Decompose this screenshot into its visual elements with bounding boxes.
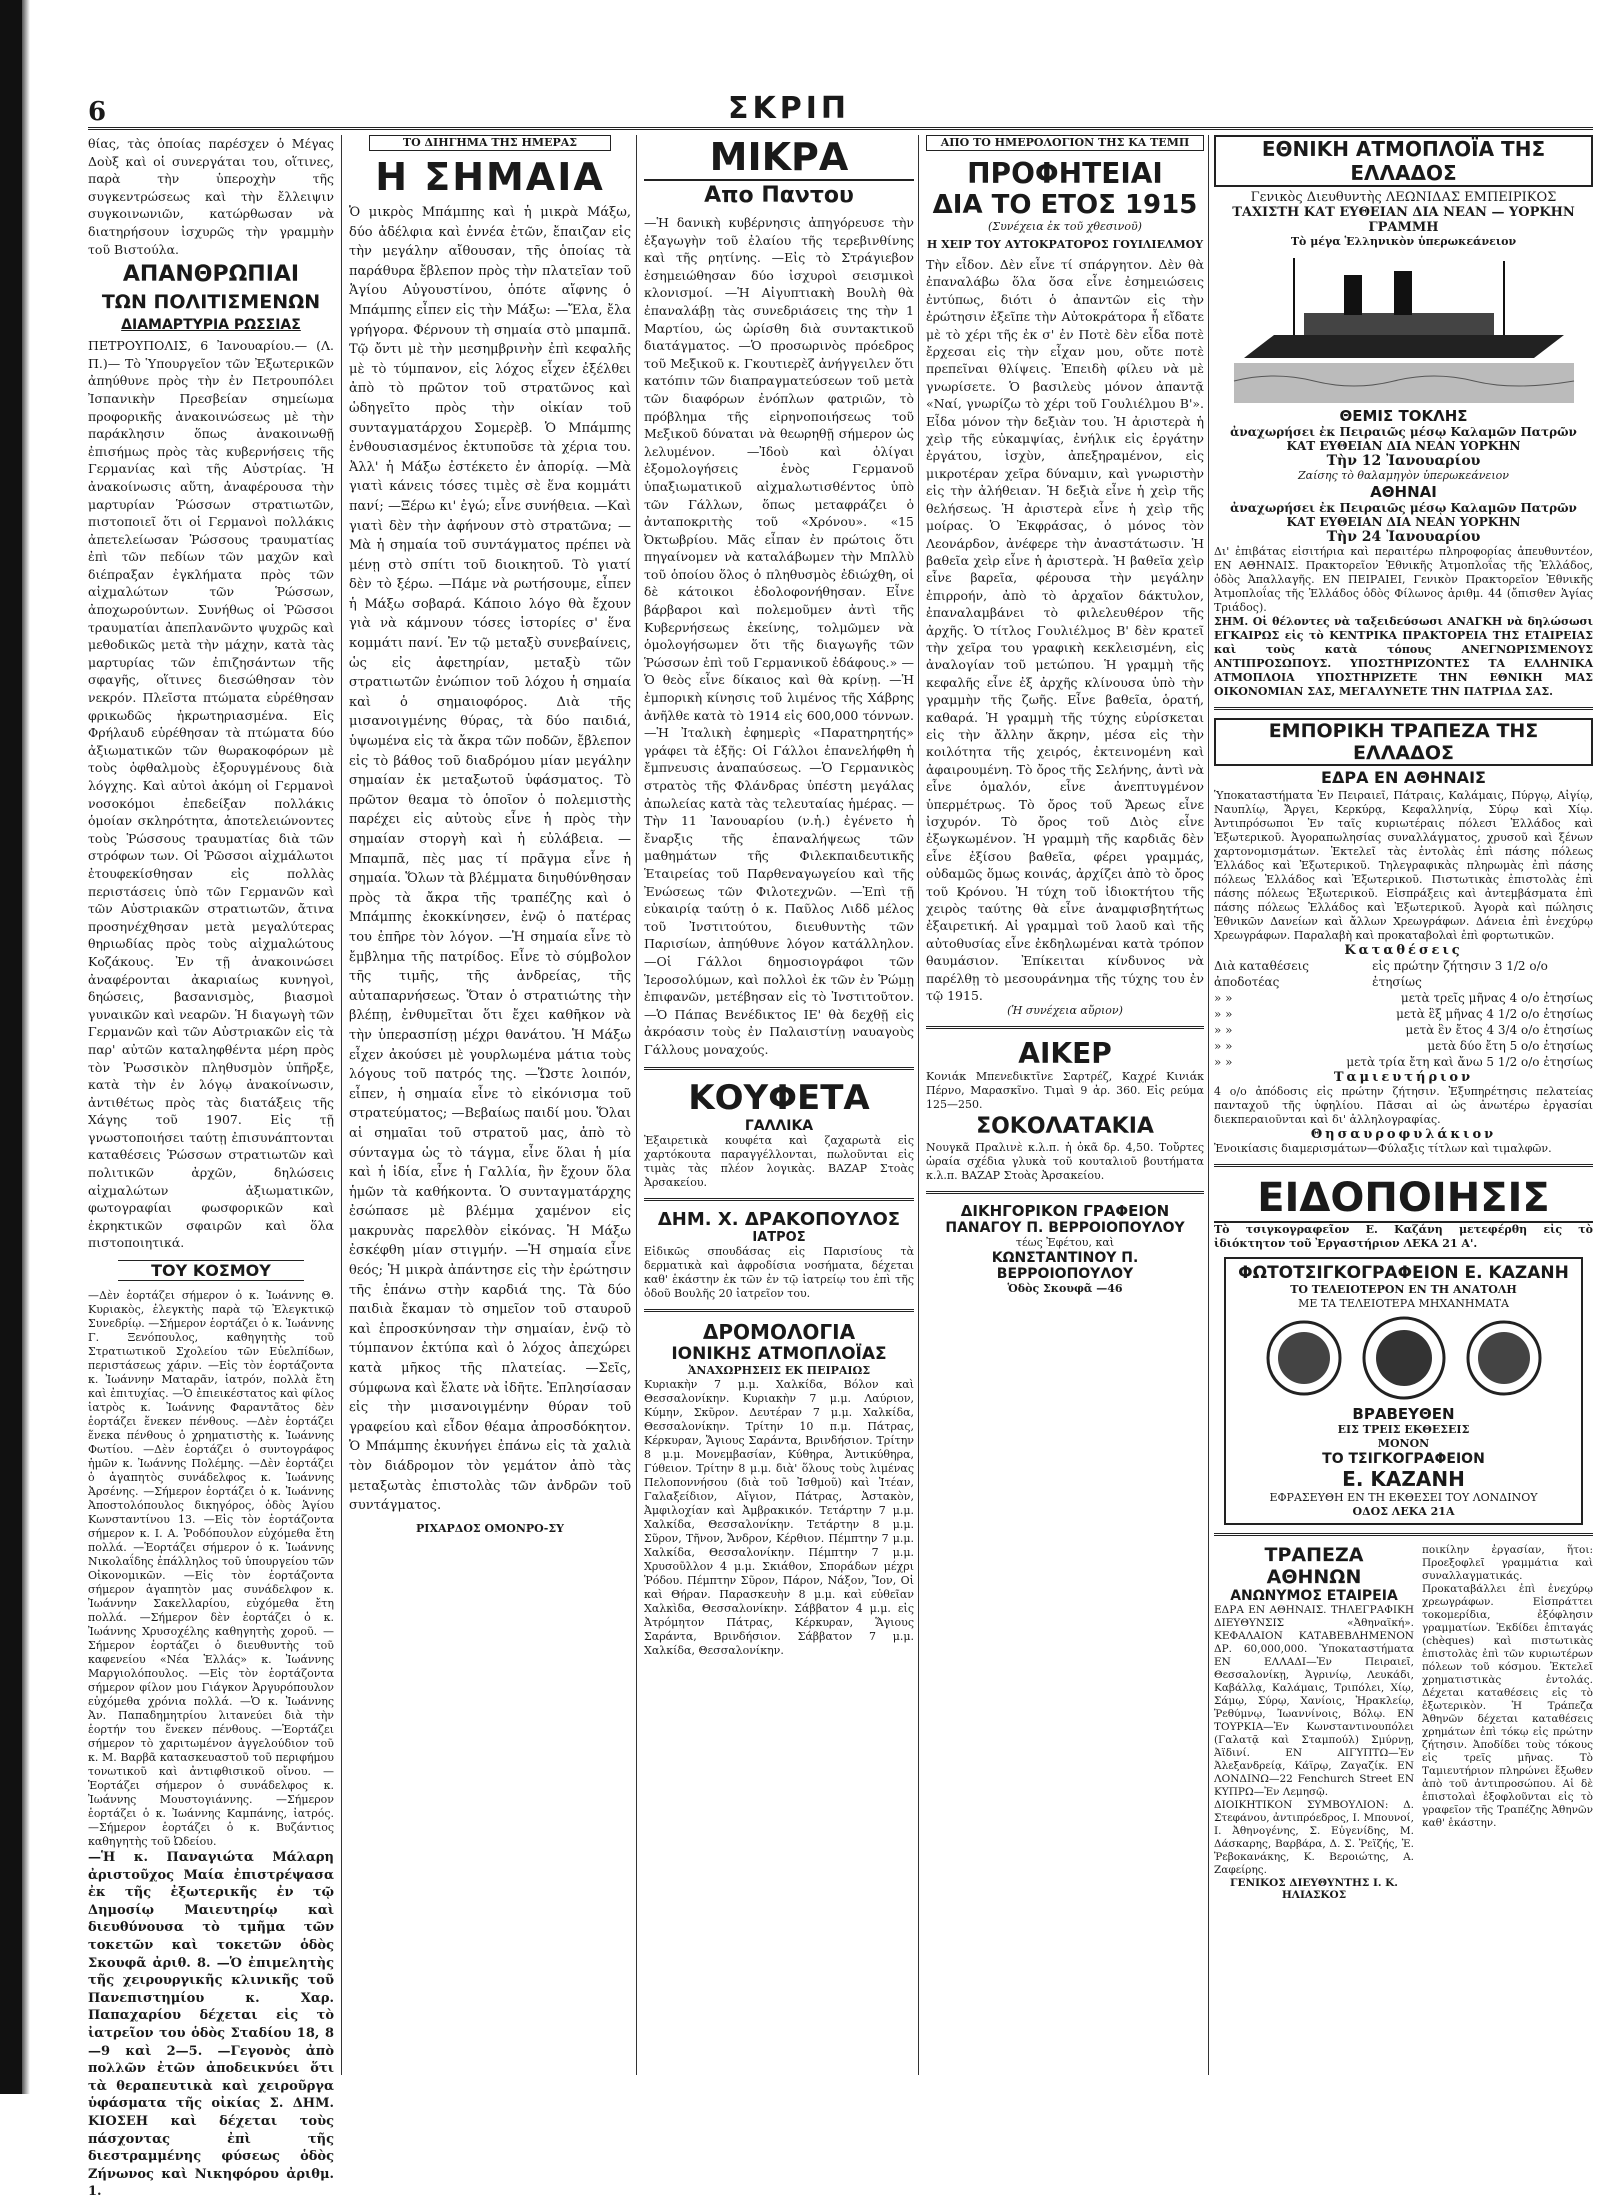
savings-text: 4 ο/ο ἀπόδοσις εἰς πρώτην ζήτησιν. Ἐξυπηρέτησις πελατείας πανταχοῦ τῆς ὑφηλίου. Πᾶσαι αἱ ὡς ἀνωτέρω ἐργασίαι διεκπεραιοῦνται καὶ δι' ἀλληλογραφίας. [1214, 1085, 1593, 1126]
shipping-title: ΕΘΝΙΚΗ ΑΤΜΟΠΛΟΪΑ ΤΗΣ ΕΛΛΑΔΟΣ [1214, 135, 1593, 187]
aiker-text: Κονιάκ Μπενεδικτῖνε Σαρτρέζ, Καχρέ Κινιάκ Πέρνο, Μαρασκῖνο. Τιμαὶ 9 ἀρ. 360. Εἰς ρεύμα 125—250. [926, 1070, 1204, 1112]
athens-bank-title: ΤΡΑΠΕΖΑ ΑΘΗΝΩΝ [1264, 1544, 1364, 1588]
routes-subtitle: ΙΟΝΙΚΗΣ ΑΤΜΟΠΛΟΪΑΣ [671, 1343, 887, 1364]
society-notes: —Δὲν ἑορτάζει σήμερον ὁ κ. Ἰωάννης Θ. Κυριακὸς, ἐλεγκτὴς παρὰ τῷ Ἐλεγκτικῷ Συνεδρίῳ. —Σήμερον ἑορτάζει ὁ κ. Ἰωάννης Γ. Ξενόπουλος, καθηγητὴς τοῦ Στρατιωτικοῦ Σχολείου τῶν Εὐελπίδων, περιστάσεως χάριν. —Εἰς τὸν ἑορτάζοντα κ. Ἰωάννην Ματαρᾶν, ἰατρόν, πολλὰ ἔτη καὶ ἐπιτυχίας. —Ὁ ἐπιεικέστατος καὶ φίλος ἰατρὸς κ. Ἰωάννης Φαραντᾶτος δὲν ἑορτάζει ἕνεκεν πένθους. —Δὲν ἑορτάζει ἕνεκα πένθους ὁ χρηματιστὴς κ. Ἰωάννης Φωτίου. —Δὲν ἑορτάζει ὁ συντογράφος ἡμῶν κ. Ἰωάννης Πολέμης. —Δὲν ἑορτάζει ὁ ἀγαπητὸς συνάδελφος κ. Ἰωάννης Ἀρσένης. —Σήμερον ἑορτάζει ὁ κ. Ἰωάννης Ἀποστολόπουλος δικηγόρος, ὁδὸς Ἁγίου Κωνσταντίνου 13. —Εἰς τὸν ἑορτάζοντα σήμερον κ. Ι. Α. Ῥοδόπουλον εὐχόμεθα ἔτη πολλά. —Ἑορτάζει σήμερον ὁ κ. Ἰωάννης Νικολαΐδης ἐπάλληλος τοῦ ὑπουργείου τῶν Οἰκονομικῶν. —Εἰς τὸν ἑορτάζοντα σήμερον ἀγαπητὸν μας συνάδελφον κ. Ἰωάννην Σακελλαρίου, εὐχόμεθα ἔτη πολλά. —Σήμερον δὲν ἑορτάζει ὁ κ. Ἰωάννης Χρυσοχέλης καθηγητὴς χοροῦ. —Σήμερον ἑορτάζει ὁ διευθυντὴς τοῦ καφενείου «Νέα Ἑλλάς» κ. Ἰωάννης Μαργιολόπουλος. —Εἰς τὸν ἑορτάζοντα σήμερον φίλον μου Γιάγκον Ἀργυρόπουλον εὐχόμεθα χρόνια πολλά. —Ὁ κ. Ἰωάννης Ἀν. Παπαδημητρίου λιτανεύει διὰ τὴν ἑορτήν του ἕνεκεν πένθους. —Ἑορτάζει σήμερον τὸ χαριτωμένον ἀγγελούδιον τοῦ κ. Μ. Βαρβᾶ κατασκευαστοῦ τοῦ περιφήμου τονωτικοῦ καὶ ἀντιφθισικοῦ οἴνου. —Ἑορτάζει σήμερον ὁ συνάδελφος κ. Ἰωάννης Μουστογιάννης. —Σήμερον ἑορτάζει ὁ κ. Ἰωάννης Καμπάνης, ἰατρός. —Σήμερον ἑορτάζει ὁ κ. Βυζάντιος καθηγητὴς τοῦ Ὠδείου. [88, 1289, 334, 1849]
deposit-label: » » [1214, 991, 1233, 1005]
koufeta-text: Ἐξαιρετικὰ κουφέτα καὶ ζαχαρωτὰ εἰς χαρτόκουτα παραγγέλλονται, πωλοῦνται εἰς τιμὰς τὰς πλέον λογικὰς. ΒΑΖΑΡ Στοὰς Ἀρσακείου. [644, 1133, 914, 1189]
notice-text: Τὸ τσιγκογραφεῖον Ε. Καζάνη μετεφέρθη εἰς τὸ ἰδιόκτητον τοῦ Ἐργαστήριον ΛΕΚΑ 21 Α'. [1214, 1223, 1593, 1250]
deposit-label: » » [1214, 1039, 1233, 1053]
deposit-label: » » [1214, 1055, 1233, 1069]
mikra-title: ΜΙΚΡΑ [644, 135, 914, 181]
law-office-name-1: ΠΑΝΑΓΟΥ Π. ΒΕΡΡΟΙΟΠΟΥΛΟΥ [945, 1220, 1185, 1237]
photo-engraving-ad [1224, 1257, 1583, 1525]
shipping-liner: Τὸ μέγα Ἑλληνικὸν ὑπερωκεάνειον [1290, 235, 1517, 248]
law-office-address: Ὁδὸς Σκουφᾶ —46 [1007, 1282, 1123, 1296]
section-tou-kosmou: ΤΟΥ ΚΟΣΜΟΥ [118, 1260, 304, 1281]
prophecies-year: ΔΙΑ ΤΟ ΕΤΟΣ 1915 [932, 190, 1198, 220]
photo-ad-tsig: ΤΟ ΤΣΙΓΚΟΓΡΑΦΕΙΟΝ [1322, 1451, 1485, 1467]
newspaper-page [88, 91, 1593, 2200]
column-5 [1214, 135, 1593, 2075]
athens-bank-gm: ΓΕΝΙΚΟΣ ΔΙΕΥΘΥΝΤΗΣ Ι. Κ. ΗΛΙΑΣΚΟΣ [1230, 1877, 1398, 1901]
koufeta-title: ΚΟΥΦΕΤΑ [688, 1077, 870, 1118]
law-office-role: τέως Ἐφέτου, καὶ [1015, 1236, 1115, 1250]
page-header [88, 91, 1593, 130]
column-3 [644, 135, 914, 2075]
deposit-row [1214, 1038, 1593, 1054]
photo-ad-title: ΦΩΤΟΤΣΙΓΚΟΓΡΑΦΕΙΟΝ Ε. ΚΑΖΑΝΗ [1238, 1263, 1569, 1283]
athens-bank-sub: ΑΝΩΝΥΜΟΣ ΕΤΑΙΡΕΙΑ [1230, 1588, 1398, 1604]
photo-ad-exhibitions: ΕΙΣ ΤΡΕΙΣ ΕΚΘΕΣΕΙΣ [1337, 1423, 1470, 1436]
masthead: ΣΚΡΙΠ [728, 91, 850, 126]
photo-ad-address: ΟΔΟΣ ΛΕΚΑ 21Α [1352, 1505, 1455, 1518]
photo-ad-name: Ε. ΚΑΖΑΝΗ [1342, 1467, 1465, 1491]
deposit-row [1214, 958, 1593, 990]
ship-note: Ζαίσης τὸ θαλαμηγὸν ὑπερωκεάνειον [1298, 469, 1509, 482]
scan-shadow-gradient [22, 0, 30, 2094]
bold-notice: —Ἡ κ. Παναγιώτα Μάλαρη ἀριστοῦχος Μαία ἐπιστρέψασα ἐκ τῆς ἐξωτερικῆς ἐν τῷ Δημοσίῳ Μαιευτηρίῳ καὶ διευθύνουσα τὸ τμῆμα τῶν τοκετῶν καὶ τοκετῶν ὁδὸς Σκουφᾶ ἀριθ. 8. —Ὁ ἐπιμελητὴς τῆς χειρουργικῆς κλινικῆς τοῦ Πανεπιστημίου κ. Χαρ. Παπαχαρίου δέχεται εἰς τὸ ἰατρεῖον του ὁδὸς Σταδίου 18, 8—9 καὶ 2—5. —Γεγονὸς ἀπὸ πολλῶν ἐτῶν ἀποδεικνύει ὅτι τὰ θεραπευτικὰ καὶ χειροῦργα ὑφάσματα τῆς οἰκίας Σ. ΔΗΜ. ΚΙΟΣΕΗ καὶ δέχεται τοὺς πάσχοντας ἐπὶ τῆς διεστραμμένης φύσεως ὁδὸς Ζήνωνος καὶ Νικηφόρου ἀριθμ. 1. [88, 1850, 334, 2200]
doctor-title: ΙΑΤΡΟΣ [752, 1229, 806, 1245]
story-kicker: ΤΟ ΔΙΗΓΗΜΑ ΤΗΣ ΗΜΕΡΑΣ [369, 135, 611, 151]
deposit-rate: μετὰ ἓν ἔτος 4 3/4 ο/ο ἐτησίως [1405, 1023, 1593, 1037]
routes-title: ΔΡΟΜΟΛΟΓΙΑ [702, 1319, 856, 1344]
shipping-line: ΤΑΧΙΣΤΗ ΚΑΤ ΕΥΘΕΙΑΝ ΔΙΑ ΝΕΑΝ — ΥΟΡΚΗΝ ΓΡΑΜΜΗ [1232, 205, 1575, 235]
headline-politismenon: ΤΩΝ ΠΟΛΙΤΙΣΜΕΝΩΝ [101, 291, 321, 314]
column-4 [926, 135, 1204, 2075]
deposit-label: Διὰ καταθέσεις ἀποδοτέας [1214, 959, 1309, 989]
ship-date-2: Τὴν 24 Ἰανουαρίου [1326, 529, 1481, 545]
safes-heading: Θησαυροφυλάκιον [1310, 1127, 1497, 1142]
mikra-body: —Ἡ δανικὴ κυβέρνησις ἀπηγόρευσε τὴν ἐξαγωγὴν τοῦ ἐλαίου τῆς τερεβινθίνης καὶ τῆς ρητίνης. —Εἰς τὸ Στράγιεβον ἐσημειώθησαν δύο ἰσχυροὶ σεισμικοὶ κλονισμοί. —Ἡ Αἰγυπτιακὴ Βουλὴ θὰ ἐπαναλάβῃ τὰς συνεδριάσεις της τὴν 1 Μαρτίου, ὡς ὡρίσθη διὰ συντακτικοῦ διατάγματος. —Ὁ προσωρινὸς πρόεδρος τοῦ Μεξικοῦ κ. Γκουτιερὲζ ἀνήγγειλεν ὅτι κατόπιν τῶν διαπραγματεύσεων τοῦ μετὰ τῶν διαφόρων ἐνόπλων φατριῶν, τὸ πρόβλημα τῆς εἰρηνοποιήσεως τοῦ Μεξικοῦ δύναται νὰ θεωρηθῇ σήμερον ὡς λελυμένον. —Ἰδοὺ καὶ ὀλίγαι ἐξομολογήσεις ἑνὸς Γερμανοῦ ὑπαξιωματικοῦ αἰχμαλωτισθέντος ὑπὸ τῶν Γάλλων, ὅπως μεταφράζει ὁ ἀνταποκριτὴς τοῦ «Χρόνου». «15 Ὀκτωβρίου. Μᾶς εἶπαν ἐν πρώτοις ὅτι πηγαίνομεν νὰ καταλάβωμεν τὴν Μπλλὺ τοῦ ὁποίου ὅλος ὁ πληθυσμὸς ἐδιώχθη, οἱ δὲ κάτοικοι ἐδολοφονήθησαν. Εἶνε βάρβαροι καὶ πολεμοῦμεν ἀντὶ τῆς Κυβερνήσεως ἐκείνης, τολμῶμεν νὰ ὁμολογήσωμεν ὅτι τῆς διαγωγῆς τῶν Ῥώσσων ἐπὶ τοῦ Γερμανικοῦ ἐδάφους.» —Ὁ θεὸς εἶνε δίκαιος καὶ θὰ κρίνῃ. —Ἡ ἐμπορικὴ κίνησις τοῦ λιμένος τῆς Χάβρης ἀνῆλθε κατὰ τὸ 1914 εἰς 600,000 τόννων. —Ἡ Ἰταλικὴ ἐφημερὶς «Παρατηρητής» γράφει τὰ ἑξῆς: Οἱ Γάλλοι ἐπανελήφθη ἡ ἔμπνευσις ἀναπαύσεως. —Ὁ Γερμανικὸς στρατὸς τῆς Φλάνδρας ὑπέστη μεγάλας ἀπωλείας κατὰ τὰς τελευταίας ἡμέρας. —Τὴν 11 Ἰανουαρίου (ν.ἡ.) ἐγένετο ἡ ἔναρξις τῆς ἐπαναλήψεως τῶν μαθημάτων τῆς Φιλεκπαιδευτικῆς Ἑταιρείας τοῦ Παρθεναγωγείου καὶ τῆς Ἐνώσεως τῶν Φιλοτεχνῶν. —Ἐπὶ τῇ εὐκαιρίᾳ ταύτῃ ὁ κ. Παῦλος Λιδδ μέλος τοῦ Ἰνστιτούτου, διευθυντὴς τῶν Παρισίων, ἀπηύθυνε λόγον κατάλληλον. —Οἱ Γάλλοι δημοσιογράφοι τῶν Ἱεροσολύμων, καὶ πολλοὶ ἐκ τῶν ἐν Ῥώμῃ ἐπιφανῶν, μετέβησαν εἰς τὸ Ἰνστιτοῦτον. —Ὁ Πάπας Βενέδικτος ΙΕ' θὰ δεχθῇ εἰς ἀκρόασιν τοὺς ἐν Παλαιστίνῃ ναυαγοὺς Γάλλους μοναχούς. [644, 215, 914, 1057]
headline-apanthropiai: ΑΠΑΝΘΡΩΠΙΑΙ [122, 262, 300, 288]
law-office-name-2: ΚΩΝΣΤΑΝΤΙΝΟΥ Π. ΒΕΡΡΟΙΟΠΟΥΛΟΥ [991, 1250, 1139, 1283]
story-title: Η ΣΗΜΑΙΑ [375, 155, 605, 199]
story-author: ΡΙΧΑΡΔΟΣ ΟΜΟΝΡΟ-ΣΥ [416, 1521, 564, 1535]
mikra-subtitle: Απο Παντου [704, 183, 854, 208]
intro-paragraph: θίας, τὰς ὁποίας παρέσχεν ὁ Μέγας Δοὺξ καὶ οἱ συνεργάται του, οἵτινες, παρὰ τὴν ὑπεροχὴν τῆς συγκεντρώσεως καὶ τὴν ἔλλειψιν συγκοινωνιῶν, κατώρθωσαν νὰ διατηρήσουν ἰσχυρῶς τὴν γραμμὴν τοῦ Βιστούλα. [88, 136, 334, 257]
column-1 [88, 135, 334, 2200]
deposit-rate: εἰς πρώτην ζήτησιν 3 1/2 ο/ο ἐτησίως [1372, 959, 1548, 989]
prophecies-title: ΠΡΟΦΗΤΕΙΑΙ [967, 157, 1163, 190]
athens-bank-text: ΕΔΡΑ ΕΝ ΑΘΗΝΑΙΣ. ΤΗΛΕΓΡΑΦΙΚΗ ΔΙΕΥΘΥΝΣΙΣ «Ἀθηναϊκή». ΚΕΦΑΛΑΙΟΝ ΚΑΤΑΒΕΒΛΗΜΕΝΟΝ ΔΡ. 60,000,000. Ὑποκαταστήματα ΕΝ ΕΛΛΑΔΙ—Ἐν Πειραιεῖ, Θεσσαλονίκῃ, Ἀγρινίῳ, Λευκάδι, Καβάλλᾳ, Καλάμαις, Τριπόλει, Χίῳ, Σάμῳ, Σύρῳ, Χανίοις, Ἡρακλείῳ, Ῥεθύμνῳ, Ἰωαννίνοις, Βόλῳ. ΕΝ ΤΟΥΡΚΙΑ—Ἐν Κωνσταντινουπόλει (Γαλατᾷ καὶ Σταμπούλ) Σμύρνῃ, Ἀϊδινί. ΕΝ ΑΙΓΥΠΤΩ—Ἐν Ἀλεξανδρείᾳ, Κάϊρῳ, Ζαγαζίκ. ΕΝ ΛΟΝΔΙΝΩ—22 Fenchurch Street ΕΝ ΚΥΠΡΩ—Ἐν Λεμησῷ. [1214, 1604, 1414, 1798]
deposit-rate: μετὰ τρεῖς μῆνας 4 ο/ο ἐτησίως [1400, 991, 1593, 1005]
athens-bank-ad [1214, 1544, 1593, 1901]
deposit-rate: μετὰ τρία ἔτη καὶ ἄνω 5 1/2 ο/ο ἐτησίως [1346, 1055, 1593, 1069]
prophecies-body: Τὴν εἶδον. Δὲν εἶνε τί σπάργητον. Δὲν θὰ ἐπαναλάβω ὅλα ὅσα εἶνε ἐσημειώσεις ἐντύπως, διότι ὁ ἀπαντῶν εἰς τὴν ἐρώτησιν ἐξεῖπε τὴν Αὐτοκράτορα ἦ εἴδατε μὲ τὸ χέρι τῆς ἐκ σ' ἐν Ποτὲ δὲν εἶδα ποτὲ ἔρχεσαι εἰς τὴν εἶχαν μου, οὔτε ποτὲ πρεπεῖναι θλίψεις. Ἐπειδὴ φίλευ νὰ μὲ γνωρίσετε. Ὁ βασιλεὺς μόνον ἀπαντᾷ «Ναί, γνωρίζω τὸ χέρι τοῦ Γουλιέλμου Β'». Εἶδα μόνον τὴν δεξιὰν του. Ἡ ἀριστερὰ ἡ χεὶρ τῆς εὐκαμψίας, ἐνήλικ εἰς ἐργάτην ἐργάτου, ἰσχὺν, ἀπεξηραμένον, εἰς μικροτέραν χεῖρα δύναμιν, καὶ γνωριστὴν εἰς τὴν ἀλήθειαν. Ἡ δεξιὰ εἶνε ἡ χεὶρ τῆς θελήσεως. Ἡ ἀριστερὰ εἶνε ἡ χεὶρ τῆς μοίρας. Ὁ Ἐκφράσας, ὁ μόνος τὸν Λεονάρδον, ἀνέφερε τὴν ἀναστάτωσιν. Ἡ βαθεῖα χεὶρ εἶνε ἡ ἀριστερὰ. Ἡ βαθεῖα χεὶρ εἶνε βαρεῖα, φέρουσα τὴν μεγάλην ἐπιρροήν, ἀπὸ τὸ ἀρχαῖον δάκτυλον, ἐπαναλαμβάνει τὸ φιλελευθέρον τῆς ἀρχῆς. Ὁ τίτλος Γουλιέλμος Β' δὲν κρατεῖ τὴν χεῖρα του γραφικὴ κεκλεισμένη, εἰς ἀναλογίαν τοῦ μετώπου. Ἡ γραμμὴ τῆς κεφαλῆς εἶνε ἐξ ἀρχῆς κλίνουσα ὑπὸ τὴν γραμμὴν τῆς ζωῆς. Εἶνε βαθεῖα, ὁρατή, καθαρά. Ἡ γραμμὴ τῆς τύχης εὑρίσκεται εἰς τὴν ἄλλην ἄκρην, μέσα εἰς τὴν κοιλότητα τῆς χειρός, ἐκτεινομένη καὶ ἀφαιρουμένη. Τὸ ὄρος τῆς Σελήνης, ἀντὶ νὰ εἶνε ὁμαλόν, εἶνε ἀνεπτυγμένον ὑπερμέτρως. Τὸ ὄρος τοῦ Ἄρεως εἶνε ἰσχυρόν. Τὸ ὄρος τοῦ Διὸς εἶνε ἐξωγκωμένον. Ἡ γραμμὴ τῆς καρδιᾶς δὲν εἶνε ἐξίσου βαθεῖα, φέρει γραμμάς, οὐδαμῶς ὅμως κοινάς, ἀρχίζει ἀπὸ τὸ ὄρος τοῦ Κρόνου. Ἡ τύχη τοῦ ἰδιοκτήτου τῆς χειρὸς ταύτης θὰ εἶνε ἀναμφισβητήτως ἐξαιρετική. Αἱ γραμμαὶ τοῦ λαοῦ καὶ τῆς αὐτοθυσίας εἶνε ἐκδηλωμέναι κατὰ τρόπον θαυμάσιον. Ἐπίκειται κίνδυνος νὰ παρέλθῃ τὸ μεσουράνημα τῆς τύχης του ἐν τῷ 1915. [926, 257, 1204, 1004]
bank-title: ΕΜΠΟΡΙΚΗ ΤΡΑΠΕΖΑ ΤΗΣ ΕΛΛΑΔΟΣ [1214, 718, 1593, 766]
column-rule [918, 135, 919, 2075]
safes-text: Ἐνοικίασις διαμερισμάτων—Φύλαξις τίτλων καὶ τιμαλφῶν. [1214, 1142, 1552, 1155]
column-rule [341, 135, 342, 2075]
continued-tomorrow: (Ἡ συνέχεια αὔριον) [1007, 1004, 1123, 1018]
deposit-row [1214, 1054, 1593, 1070]
chocolate-text: Νουγκᾶ Πραλινὲ κ.λ.π. ἡ ὀκᾶ δρ. 4,50. Τοὔρτες ὡραία σχέδια γλυκὰ τοῦ κουταλιοῦ βουτήματα κ.λ.π. ΒΑΖΑΡ Στοὰς Ἀρσακείου. [926, 1141, 1204, 1183]
photo-ad-only: ΜΟΝΟΝ [1377, 1437, 1430, 1450]
photo-ad-machines: ΜΕ ΤΑ ΤΕΛΕΙΟΤΕΡΑ ΜΗΧΑΝΗΜΑΤΑ [1298, 1297, 1509, 1310]
routes-head: ἈΝΑΧΩΡΗΣΕΙΣ ΕΚ ΠΕΙΡΑΙΩΣ [687, 1363, 871, 1377]
photo-ad-subtitle: ΤΟ ΤΕΛΕΙΟΤΕΡΟΝ ΕΝ ΤΗ ΑΝΑΤΟΛΗ [1290, 1283, 1517, 1296]
ship-route-2: ἀναχωρήσει ἐκ Πειραιῶς μέσῳ Καλαμῶν Πατρῶν ΚΑΤ ΕΥΘΕΙΑΝ ΔΙΑ ΝΕΑΝ ΥΟΡΚΗΝ [1230, 501, 1577, 529]
deposit-row [1214, 990, 1593, 1006]
deposit-label: » » [1214, 1007, 1233, 1021]
medals-illustration [1254, 1313, 1554, 1403]
aiker-title: ΑΙΚΕΡ [1018, 1037, 1112, 1071]
ship-name-themistokles: ΘΕΜΙΣ ΤΟΚΛΗΣ [1339, 407, 1468, 425]
ship-route-1: ἀναχωρήσει ἐκ Πειραιῶς μέσῳ Καλαμῶν Πατρῶν ΚΑΤ ΕΥΘΕΙΑΝ ΔΙΑ ΝΕΑΝ ΥΟΡΚΗΝ [1230, 425, 1577, 453]
athens-bank-left [1214, 1544, 1414, 1901]
deposit-rate: μετὰ δύο ἔτη 5 ο/ο ἐτησίως [1427, 1039, 1593, 1053]
shipping-agents: Δι' ἐπιβάτας εἰσιτήρια καὶ περαιτέρω πληροφορίας ἀπευθυντέον, ΕΝ ΑΘΗΝΑΙΣ. Πρακτορεῖον Ἐθνικῆς Ἀτμοπλοΐας τῆς Ἑλλάδος, ὁδὸς Ἀπαλλαγῆς. ΕΝ ΠΕΙΡΑΙΕΙ, Γενικὸν Πρακτορεῖον Ἐθνικῆς Ἀτμοπλοΐας τῆς Ἑλλάδος ὁδὸς Φίλωνος ἀριθμ. 44 (ὄπισθεν Ἁγίας Τριάδος). [1214, 545, 1593, 614]
almanac-kicker: ΑΠΟ ΤΟ ΗΜΕΡΟΛΟΓΙΟΝ ΤΗΣ ΚΑ ΤΕΜΠ [926, 135, 1204, 151]
athens-bank-services: ποικίλην ἐργασίαν, ἥτοι: Προεξοφλεῖ γραμμάτια καὶ συναλλαγματικάς. Προκαταβάλλει ἐπὶ ἐνεχύρῳ χρεωγράφων. Εἰσπράττει τοκομερίδια, ἐξόφλησιν γραμματίων. Ἐκδίδει ἐπιταγάς (chèques) καὶ πιστωτικὰς ἐπιστολὰς ἐπὶ τῶν κυριωτέρων πόλεων τοῦ κόσμου. Ἐκτελεῖ χρηματιστικὰς ἐντολάς. Δέχεται καταθέσεις εἰς τὸ ἐξωτερικὸν. Ἡ Τράπεζα Ἀθηνῶν δέχεται καταθέσεις χρημάτων ἐπὶ τόκῳ εἰς πρώτην ζήτησιν. Ἀποδίδει τοὺς τόκους εἰς τρεῖς μῆνας. Τὸ Ταμιευτήριον πληρώνει ἔξωθεν ἀπὸ τοῦ ἀντιπροσώπου. Αἱ δὲ ἐπιστολαὶ ἐξοφλοῦνται εἰς τὸ γραφεῖον τῆς Τραπέζης Ἀθηνῶν καθ' ἑκάστην. [1422, 1544, 1593, 1829]
photo-ad-award: ΒΡΑΒΕΥΘΕΝ [1352, 1405, 1455, 1423]
bank-seat: ΕΔΡΑ ΕΝ ΑΘΗΝΑΙΣ [1321, 768, 1486, 787]
law-office-title: ΔΙΚΗΓΟΡΙΚΟΝ ΓΡΑΦΕΙΟΝ [960, 1202, 1170, 1221]
notice-title: ΕΙΔΟΠΟΙΗΣΙΣ [1214, 1175, 1593, 1223]
continued-label: (Συνέχεια ἐκ τοῦ χθεσινοῦ) [988, 220, 1142, 233]
doctor-text: Εἰδικῶς σπουδάσας εἰς Παρισίους τὰ δερματικὰ καὶ ἀφροδίσια νοσήματα, δέχεται καθ' ἑκάστην ἐκ τῶν ἐν τῷ ἰατρείῳ του ἐπὶ τῆς ὁδοῦ Βουλῆς 20 ἰατρεῖον του. [644, 1244, 914, 1300]
deposit-row [1214, 1006, 1593, 1022]
article-body: ΠΕΤΡΟΥΠΟΛΙΣ, 6 Ἰανουαρίου.— (Λ. Π.)— Τὸ Ὑπουργεῖον τῶν Ἐξωτερικῶν ἀπηύθυνε πρὸς τὴν ἐν Πετρουπόλει Ἰσπανικὴν Πρεσβείαν σημείωμα προφορικῆς ἀνακοινώσεως μὲ τὴν παράκλησιν ὅπως ἀνακοινωθῇ ἐπισήμως πρὸς τὰς κυβερνήσεις τῆς Γερμανίας καὶ τῆς Αὐστρίας. Ἡ ἀνακοίνωσις αὕτη, ἀναφέρουσα τὴν μαρτυρίαν Ῥώσσων στρατιωτῶν, πιστοποιεῖ ὅτι οἱ Γερμανοὶ πολλάκις ἀπετελείωσαν Ῥώσσους τραυματίας ἐπὶ τῶν πεδίων τῶν μαχῶν καὶ διέπραξαν ἐγκλήματα πρὸς τῶν αἰχμαλώτων τῶν Ῥώσσων, ἀποχωρούντων. Συνήθως οἱ Ῥῶσσοι τραυματίαι ἀπεπλανῶντο ψυχρῶς καὶ μεθοδικῶς μετὰ τὴν μάχην, κατὰ τὰς μαρτυρίας τῶν ἐπιζησάντων τῆς σφαγῆς, οἵτινες διεσώθησαν τὸν νεκρόν. Πλεῖστα πτώματα εὑρέθησαν φρικωδῶς ἠκρωτηριασμένα. Εἰς Φρήλαυδ εὑρέθησαν τὰ πτώματα δύο ἀξιωματικῶν τῶν θωρακοφόρων μὲ τοὺς ὀφθαλμοὺς ἐξορυγμένους διὰ λόγχης. Καὶ αὐτοὶ ἀκόμη οἱ Γερμανοὶ νοσοκόμοι ἐπεδείξαν πολλάκις ὁμοίαν σκληρότητα, ἀποτελειώνοντες τοὺς Ῥώσσους τραυματίας διὰ τῶν στρόφων των. Οἱ Ῥῶσσοι αἰχμάλωτοι ἐτουφεκίσθησαν εἰς πολλὰς περιστάσεις ὑπὸ τῶν Γερμανῶν καὶ τῶν Αὐστριακῶν στρατιωτῶν, ἄτινα προσηνέχθησαν μετὰ μεγαλύτερας θηριωδίας πρὸς τοὺς αἰχμαλώτους Κοζάκους. Ἐν τῇ ἀνακοινώσει ἀναφέρονται ἀκαριαίως κυνηγοὶ, δηώσεις, βασανισμὸς, βιασμοὶ γυναικῶν καὶ νεαρῶν. Ἡ διαγωγὴ τῶν Γερμανῶν καὶ τῶν Αὐστριακῶν εἰς τὰ παρ' αὐτῶν καταληφθέντα μέρη πρὸς τὸν Ῥωσσικὸν πληθυσμὸν ὑπῆρξε, κατὰ τὴν ἐν λόγῳ ἀνακοίνωσιν, ἀντιθέτως πρὸς τὰς διατάξεις τῆς Χάγης τοῦ 1907. Εἰς τῇ γνωστοποιήσει ταύτῃ ἐπισυνάπτονται καταθέσεις Ῥώσσων στρατιωτῶν καὶ πολιτικῶν ἀρχῶν, δηλώσεις αἰχμαλώτων ἀξιωματικῶν, φωτογραφίαι φωσφορικῶν καὶ ἐκρηκτικῶν σφαιρῶν καὶ ὅλα πιστοποιητικά. [88, 338, 334, 1251]
deposit-row [1214, 1022, 1593, 1038]
deposits-table [1214, 958, 1593, 1070]
shipping-director: Γενικὸς Διευθυντὴς ΛΕΩΝΙΔΑΣ ΕΜΠΕΙΡΙΚΟΣ [1250, 190, 1557, 205]
page-number: 6 [88, 97, 107, 127]
photo-ad-london: ΕΦΡΑΣΕΥΘΗ ΕΝ ΤΗ ΕΚΘΕΣΕΙ ΤΟΥ ΛΟΝΔΙΝΟΥ [1269, 1491, 1538, 1504]
routes-text: Κυριακὴν 7 μ.μ. Χαλκίδα, Βόλον καὶ Θεσσαλονίκην. Κυριακὴν 7 μ.μ. Λαύριον, Κύμην, Σκῦρον. Δευτέραν 7 μ.μ. Χαλκίδα, Θεσσαλονίκην. Τρίτην 10 π.μ. Πάτρας, Κέρκυραν, Ἅγιους Σαράντα, Βρινδήσιον. Τρίτην 8 μ.μ. Μονεμβασίαν, Κύθηρα, Ἀντικύθηρα, Γύθειον. Τρίτην 8 μ.μ. διὰ' ὅλους τοὺς λιμένας Πελοποννήσου (διὰ τοῦ Ἰσθμοῦ) καὶ Ἰτέαν, Γαλαξείδιον, Αἴγιον, Πάτρας, Ἀστακὸν, Ἀμφιλοχίαν καὶ Ἀμβρακικόν. Τετάρτην 7 μ.μ. Χαλκίδα, Θεσσαλονίκην. Τετάρτην 8 μ.μ. Σῦρον, Τῆνον, Ἄνδρον, Κέρθιον. Πέμπτην 7 μ.μ. Χαλκίδα, Θεσσαλονίκην. Πέμπτην 7 μ.μ. Χρυσοῦλλον 4 μ.μ. Σκιάθον, Σποράδων μέχρι Ῥόδου. Πέμπτην Σῦρον, Πάρον, Νάξον, Ἴον, Οἱ καὶ Θήραν. Παρασκευὴν 8 μ.μ. καὶ εὐθεῖαν Χαλκὶδα, Θεσσαλονίκην. Σάββατον 4 μ.μ. εἰς Ἀτρόμητον Πάτρας, Κέρκυραν, Ἅγιους Σαράντα, Βρινδήσιον. Σάββατον 7 μ.μ. Χαλκίδα, Θεσσαλονίκην. [644, 1377, 914, 1657]
ship-name-athinai: ΑΘΗΝΑΙ [1370, 483, 1437, 501]
koufeta-subtitle: ΓΑΛΛΙΚΑ [744, 1117, 814, 1134]
deposits-heading: Καταθέσεις [1344, 943, 1463, 958]
chocolate-title: ΣΟΚΟΛΑΤΑΚΙΑ [976, 1114, 1154, 1140]
column-2 [349, 135, 631, 2075]
column-rule [1208, 135, 1209, 2075]
savings-heading: Ταμιευτήριον [1333, 1070, 1474, 1085]
scan-shadow [0, 0, 22, 2094]
doctor-name: ΔΗΜ. Χ. ΔΡΑΚΟΠΟΥΛΟΣ [657, 1208, 901, 1230]
athens-bank-board: ΔΙΟΙΚΗΤΙΚΟΝ ΣΥΜΒΟΥΛΙΟΝ: Δ. Στεφάνου, ἀντιπρόεδρος, Ι. Μπουνοί, Ι. Ἀθηνογένης, Σ. Εὐγενίδης, Μ. Δάσκαρης, Βαρβάρα, Δ. Σ. Ῥεϊζής, Ἐ. Ῥεβοκανάκης, Κ. Βεροιώτης, Α. Ζαφείρης. [1214, 1799, 1414, 1876]
steamship-illustration [1234, 253, 1574, 403]
story-body: Ὁ μικρὸς Μπάμπης καὶ ἡ μικρὰ Μάξω, δύο ἀδέλφια καὶ ἐννέα ἐτῶν, ἔπαιζαν εἰς τὴν μεγάλην αἴθουσαν, τῆς ὁποίας τὰ παράθυρα ἔβλεπον πρὸς τὴν πλατεῖαν τοῦ Ἁγίου Αὐγουστίνου, ὁπότε αἴφνης ὁ Μπάμπης εἶπεν εἰς τὴν Μάξω: —Ἔλα, ἔλα γρήγορα. Φέρνουν τὴ σημαία στὸ μπαμπᾶ. Τῷ ὄντι μὲ τὴν μεσημβρινὴν ἐπὶ κεφαλῆς μὲ τὸ τύμπανον, εἰς λόχος εἶχεν ἐξέλθει ἀπὸ τὸ πρῶτον τοῦ στρατῶνος καὶ ὡδηγεῖτο πρὸς τὴν οἰκίαν τοῦ συνταγματάρχου Σομερὲβ. Ὁ Μπάμπης ἐνθουσιασμένος ἐκτυποῦσε τὰ χέρια του. Ἀλλ' ἡ Μάξω ἐστέκετο ἐν ἀπορίᾳ. —Μὰ γιατὶ κάνεις τόσες τιμὲς σὲ ἕνα κομμάτι πανί; —Ξέρω κι' ἐγώ; εἶνε συνήθεια. —Καὶ γιατὶ δὲν τὴν ἀφήνουν στὸ στρατῶνα; —Μὰ ἡ σημαία τοῦ συντάγματος πρέπει νὰ μένῃ στὸ σπίτι τοῦ διοικητοῦ. Τὸ γιατί δὲν τὸ ξέρω. —Πάμε νὰ ρωτήσουμε, εἶπεν ἡ Μάξω σοβαρά. Κάποιο λόγο θὰ ἔχουν γιὰ νὰ κάμνουν τόσες ἱστορίες σ' ἕνα κομμάτι πανί. Ἐν τῷ μεταξὺ συνεβαίνεις, ὡς εἰς ἀφετηρίαν, μεταξὺ τῶν στρατιωτῶν ἐνώπιον τοῦ λόχου ἡ σημαία καὶ ὁ σημαιοφόρος. Διὰ τῆς μισανοιγμένης θύρας, τὰ δύο παιδιά, ὑψωμένα εἰς τὰ ἄκρα τῶν ποδῶν, ἔβλεπον εἰς τὸ βάθος τοῦ διαδρόμου μίαν μεγάλην σημαίαν ἐκ μεταξωτοῦ ὑφάσματος. Τὸ πρῶτον θεαμα τὸ ὁποῖον ὁ πολεμιστὴς παρέχει εἰς αὐτοὺς εἶνε ἡ πρὸς τὴν σημαίαν στοργὴ καὶ ἡ εὐλάβεια. —Μπαμπᾶ, πὲς μας τί πρᾶγμα εἶνε ἡ σημαία. Ὅλων τὰ βλέμματα διηυθύνθησαν πρὸς τὰ ἄκρα τῆς τραπέζης καὶ ὁ Μπάμπης ἐκοκκίνησεν, ἐνῷ ὁ πατέρας του ἐπῆρε τὸν λόγον. —Ἡ σημαία εἶνε τὸ ἔμβλημα τῆς πατρίδος. Εἶνε τὸ σύμβολον τῆς τιμῆς, τῆς ἀνδρείας, τῆς αὐταπαρνήσεως. Ὅταν ὁ στρατιώτης τὴν βλέπῃ, ἐνθυμεῖται ὅτι ἔχει καθῆκον νὰ τὴν ὑπερασπίσῃ μέχρι θανάτου. Ἡ Μάξω εἶχεν ἀκούσει μὲ γουρλωμένα μάτια τοὺς λόγους τοῦ πατρός της. —Ὥστε λοιπόν, εἶπεν, ἡ σημαία εἶνε τὸ εἰκόνισμα τοῦ στρατεύματος; —Βεβαίως παιδί μου. Ὅλαι αἱ σημαῖαι τοῦ στρατοῦ μας, ἀπὸ τὸ σύνταγμα ὡς τὸ τάγμα, εἶνε ὅλαι ἡ μία καὶ ἡ ἰδία, εἶνε ἡ Γαλλία, ἣν ἔχουν ὅλα ἡμῶν τὰ καθήκοντα. Ὁ συνταγματάρχης ἐσώπασε μὲ βλέμμα χαμένον εἰς μακρυνὰς παρελθὸν εἰκόνας. Ἡ Μάξω ἐσκέφθη μίαν στιγμήν. —Ἡ σημαία εἶνε θεός; Ἡ μικρὰ ἀπάντησε εἰς τὴν ἐρώτησιν τῆς ἐπάνω στὴν καρδιά της. Τὰ δύο παιδιὰ ἔκαμαν τὸ σημεῖον τοῦ σταυροῦ καὶ ἐπροσκύνησαν τὴν σημαίαν, ἐνῷ τὸ τύμπανον ἐκτύπα καὶ ὁ λόχος ἀπεχώρει κατὰ μῆκος τῆς πλατείας. —Σεῖς, σύμφωνα καὶ ἔλατε νὰ ἰδῆτε. Ἐπλησίασαν εἰς τὴν μισανοιγμένην θύραν τοῦ γραφείου καὶ εἶδον θέαμα ἀπροσδόκητον. Ὁ Μπάμπης ἐκυνήγει ἐπάνω εἰς τὰ χαλιὰ τὸν διάδρομον τὸν γεμάτον ἀπὸ τὰς μεταξωτὰς ἐπιστολὰς τῶν ἀνδρῶν τοῦ συντάγματος. [349, 205, 631, 1514]
subhead-diamartyria: ΔΙΑΜΑΡΤΥΡΙΑ ΡΩΣΣΙΑΣ [121, 317, 301, 334]
prophecies-subhead: Η ΧΕΙΡ ΤΟΥ ΑΥΤΟΚΡΑΤΟΡΟΣ ΓΟΥΙΛΙΕΛΜΟΥ [926, 238, 1204, 251]
deposit-rate: μετὰ ἓξ μῆνας 4 1/2 ο/ο ἐτησίως [1396, 1007, 1593, 1021]
ship-date-1: Τὴν 12 Ἰανουαρίου [1326, 453, 1481, 469]
shipping-notice: ΣΗΜ. Οἱ θέλοντες νὰ ταξειδεύσωσι ΑΝΑΓΚΗ νὰ δηλώσωσι ΕΓΚΑΙΡΩΣ εἰς τὸ ΚΕΝΤΡΙΚΑ ΠΡΑΚΤΟΡΕΙΑ ΤΗΣ ΕΤΑΙΡΕΙΑΣ καὶ τοὺς κατὰ τόπους ΑΝΕΓΝΩΡΙΣΜΕΝΟΥΣ ΑΝΤΙΠΡΟΣΩΠΟΥΣ. ΥΠΟΣΤΗΡΙΖΟΝΤΕΣ ΤΑ ΕΛΛΗΝΙΚΑ ΑΤΜΟΠΛΟΙΑ ΥΠΟΣΤΗΡΙΖΕΤΕ ΤΗΝ ΕΘΝΙΚΗ ΜΑΣ ΟΙΚΟΝΟΜΙΑΝ ΣΑΣ, ΜΕΓΑΛΥΝΕΤΕ ΤΗΝ ΠΑΤΡΙΔΑ ΣΑΣ. [1214, 615, 1593, 698]
bank-services: Ὑποκαταστήματα Ἐν Πειραιεῖ, Πάτραις, Καλάμαις, Πύργῳ, Αἰγίῳ, Ναυπλίῳ, Ἄργει, Κερκύρᾳ, Κεφαλληνίᾳ, Σύρῳ καὶ Χίῳ. Ἀντιπρόσωποι Ἐν ταῖς κυριωτέραις πόλεσι Ἑλλάδος καὶ Ἐξωτερικοῦ. Ἀγοραπωλησίας συναλλάγματος, χρυσοῦ καὶ ξένων χαρτονομισμάτων. Ἐκτελεῖ τὰς ἐντολὰς ἐπὶ πάσης πόλεως Ἑλλάδος καὶ Ἐξωτερικοῦ. Τηλεγραφικὰς πληρωμὰς ἐπὶ πάσης πόλεως Ἑλλάδος καὶ Ἐξωτερικοῦ. Πιστωτικὰς ἐπιστολὰς ἐπὶ πάσης πόλεως Ἐξωτερικοῦ. Εἰσπράξεις καὶ ἀντεμβάσματα ἐπὶ πάσης πόλεως Ἑλλάδος καὶ Ἐξωτερικοῦ. Ἀγορὰ καὶ πώλησις Ἐθνικῶν Δανείων καὶ ἄλλων Χρεωγράφων. Δάνεια ἐπὶ ἐνεχύρῳ Χρεωγράφων. Παραλαβὴ καὶ προκαταβολαὶ ἐπὶ φορτωτικῶν. [1214, 789, 1593, 942]
column-rule [636, 135, 637, 2075]
deposit-label: » » [1214, 1023, 1233, 1037]
